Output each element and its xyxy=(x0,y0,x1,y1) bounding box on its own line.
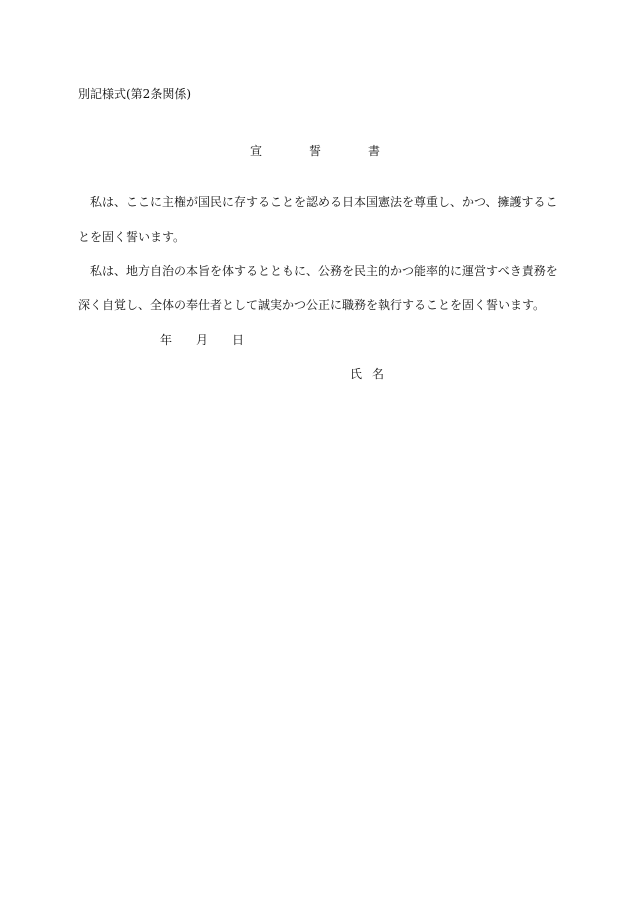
title-char-1: 宣 xyxy=(250,144,263,158)
paragraph-1-line-1: 私は、ここに主権が国民に存することを認める日本国憲法を尊重し、かつ、擁護するこ xyxy=(78,195,558,209)
title-char-3: 書 xyxy=(368,144,381,158)
signature-label-char-2: 名 xyxy=(372,367,385,381)
date-day-label: 日 xyxy=(232,333,245,347)
title-char-2: 誓 xyxy=(309,144,322,158)
paragraph-1-line-2: とを固く誓います。 xyxy=(78,230,186,244)
date-line xyxy=(160,331,244,348)
date-year-label: 年 xyxy=(160,333,173,347)
form-label: 別記様式(第2条関係) xyxy=(78,87,191,101)
signature-line xyxy=(350,365,384,382)
date-month-label: 月 xyxy=(196,333,209,347)
paragraph-2-line-2: 深く自覚し、全体の奉仕者として誠実かつ公正に職務を執行することを固く誓います。 xyxy=(78,298,546,312)
document-title xyxy=(250,142,380,159)
paragraph-2-line-1: 私は、地方自治の本旨を体するとともに、公務を民主的かつ能率的に運営すべき責務を xyxy=(78,264,558,278)
signature-label-char-1: 氏 xyxy=(350,367,363,381)
